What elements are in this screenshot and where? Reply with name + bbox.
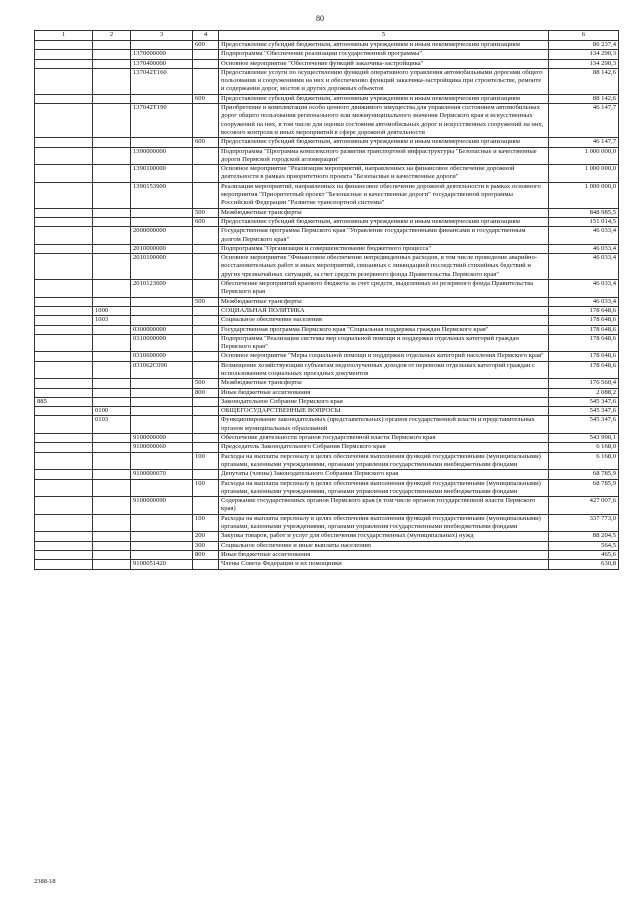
- amount-cell: 46 033,4: [549, 227, 619, 245]
- agency-code-cell: [35, 217, 93, 226]
- table-row: [35, 479, 619, 497]
- table-row: [35, 165, 619, 183]
- item-name-cell: Председатель Законодательного Собрания Пермского края: [219, 443, 549, 452]
- target-article-cell: 9100051420: [131, 560, 193, 569]
- expense-type-cell: [193, 560, 219, 569]
- agency-code-cell: [35, 443, 93, 452]
- section-code-cell: [93, 208, 131, 217]
- section-code-cell: 0100: [93, 407, 131, 416]
- expense-type-cell: [193, 104, 219, 138]
- expense-type-cell: 500: [193, 379, 219, 388]
- agency-code-cell: [35, 280, 93, 298]
- expense-type-cell: 200: [193, 532, 219, 541]
- item-name-cell: Социальное обеспечение населения: [219, 316, 549, 325]
- agency-code-cell: [35, 541, 93, 550]
- item-name-cell: Расходы на выплаты персоналу в целях обеспечения выполнения функций государственными (муниципальными) органами, казенными учреждениями, органами управления государственными внебюджетными фондами: [219, 479, 549, 497]
- expense-type-cell: 600: [193, 41, 219, 50]
- section-code-cell: [93, 59, 131, 68]
- table-row: [35, 316, 619, 325]
- expense-type-cell: [193, 361, 219, 379]
- agency-code-cell: [35, 297, 93, 306]
- section-code-cell: [93, 280, 131, 298]
- item-name-cell: Предоставление субсидий бюджетным, автономным учреждениям и иным некоммерческим организациям: [219, 94, 549, 103]
- target-article-cell: [131, 306, 193, 315]
- target-article-cell: [131, 541, 193, 550]
- agency-code-cell: [35, 470, 93, 479]
- target-article-cell: [131, 94, 193, 103]
- item-name-cell: Содержание государственных органов Пермского края (в том числе органов государственной власти Пермского края): [219, 497, 549, 515]
- column-header-4: 4: [193, 31, 219, 41]
- amount-cell: 1 000 000,0: [549, 165, 619, 183]
- amount-cell: 6 168,0: [549, 452, 619, 470]
- target-article-cell: [131, 297, 193, 306]
- item-name-cell: Функционирование законодательных (представительных) органов государственной власти и представительных органов муниципальных образований: [219, 416, 549, 434]
- expense-type-cell: 500: [193, 208, 219, 217]
- table-row: [35, 560, 619, 569]
- section-code-cell: [93, 244, 131, 253]
- target-article-cell: [131, 379, 193, 388]
- expense-type-cell: [193, 316, 219, 325]
- amount-cell: 545 347,6: [549, 407, 619, 416]
- column-number-row: [35, 31, 619, 41]
- section-code-cell: [93, 182, 131, 208]
- agency-code-cell: [35, 550, 93, 559]
- expense-type-cell: 100: [193, 479, 219, 497]
- section-code-cell: [93, 541, 131, 550]
- expense-type-cell: 800: [193, 388, 219, 397]
- table-body: [35, 41, 619, 570]
- expense-type-cell: [193, 280, 219, 298]
- target-article-cell: 2000000000: [131, 227, 193, 245]
- item-name-cell: Межбюджетные трансферты: [219, 208, 549, 217]
- amount-cell: 88 204,5: [549, 532, 619, 541]
- table-row: [35, 407, 619, 416]
- agency-code-cell: [35, 59, 93, 68]
- section-code-cell: [93, 397, 131, 406]
- table-row: [35, 297, 619, 306]
- expense-type-cell: [193, 50, 219, 59]
- expense-type-cell: [193, 325, 219, 334]
- section-code-cell: [93, 217, 131, 226]
- agency-code-cell: [35, 497, 93, 515]
- agency-code-cell: [35, 41, 93, 50]
- amount-cell: 1 000 000,0: [549, 147, 619, 165]
- section-code-cell: 1003: [93, 316, 131, 325]
- agency-code-cell: [35, 165, 93, 183]
- item-name-cell: Подпрограмма "Обеспечение реализации государственной программы": [219, 50, 549, 59]
- amount-cell: 88 142,6: [549, 94, 619, 103]
- expense-type-cell: 500: [193, 297, 219, 306]
- agency-code-cell: [35, 334, 93, 352]
- amount-cell: 6 168,0: [549, 443, 619, 452]
- agency-code-cell: [35, 388, 93, 397]
- target-article-cell: 1390100000: [131, 165, 193, 183]
- section-code-cell: [93, 560, 131, 569]
- expense-type-cell: 800: [193, 550, 219, 559]
- section-code-cell: [93, 352, 131, 361]
- item-name-cell: Межбюджетные трансферты: [219, 297, 549, 306]
- target-article-cell: 1390153900: [131, 182, 193, 208]
- amount-cell: 46 147,7: [549, 104, 619, 138]
- target-article-cell: [131, 416, 193, 434]
- expense-type-cell: 600: [193, 217, 219, 226]
- item-name-cell: Расходы на выплаты персоналу в целях обеспечения выполнения функций государственными (муниципальными) органами, казенными учреждениями, органами управления государственными внебюджетными фондами: [219, 514, 549, 532]
- target-article-cell: 2010123000: [131, 280, 193, 298]
- table-row: [35, 244, 619, 253]
- table-row: [35, 59, 619, 68]
- item-name-cell: Приобретение и комплектация особо ценного движимого имущества для управления состоянием автомобильных дорог общего пользования регионального или межмуниципального значения Пермского края и искусственных сооружений на них, в том числе для оценки состояния автомобильных дорог и искусственных сооружений на них, весового контроля и иных мероприятий в сфере дорожной деятельности: [219, 104, 549, 138]
- expense-type-cell: [193, 68, 219, 94]
- item-name-cell: Предоставление услуги по осуществлению функций оперативного управления автомобильными дорогами общего пользования и сооружениями на них и обеспечению функций заказчика-застройщика при строительстве, ремонте и содержании дорог, мостов и других дорожных объектов: [219, 68, 549, 94]
- amount-cell: 337 773,0: [549, 514, 619, 532]
- target-article-cell: 9100000090: [131, 497, 193, 515]
- agency-code-cell: [35, 208, 93, 217]
- section-code-cell: [93, 470, 131, 479]
- target-article-cell: 9100000060: [131, 443, 193, 452]
- section-code-cell: [93, 104, 131, 138]
- amount-cell: 46 033,4: [549, 254, 619, 280]
- section-code-cell: [93, 165, 131, 183]
- item-name-cell: Иные бюджетные ассигнования: [219, 550, 549, 559]
- table-row: [35, 541, 619, 550]
- table-row: [35, 68, 619, 94]
- amount-cell: 427 007,6: [549, 497, 619, 515]
- agency-code-cell: [35, 254, 93, 280]
- item-name-cell: Основное мероприятие "Обеспечение функций заказчика-застройщика": [219, 59, 549, 68]
- table-row: [35, 254, 619, 280]
- agency-code-cell: [35, 227, 93, 245]
- agency-code-cell: [35, 479, 93, 497]
- amount-cell: 68 785,9: [549, 479, 619, 497]
- expense-type-cell: [193, 59, 219, 68]
- amount-cell: 178 648,6: [549, 325, 619, 334]
- item-name-cell: Иные бюджетные ассигнования: [219, 388, 549, 397]
- item-name-cell: Обеспечение деятельности органов государственной власти Пермского края: [219, 434, 549, 443]
- section-code-cell: [93, 138, 131, 147]
- target-article-cell: [131, 138, 193, 147]
- column-header-3: 3: [131, 31, 193, 41]
- expense-type-cell: [193, 416, 219, 434]
- target-article-cell: [131, 41, 193, 50]
- table-row: [35, 379, 619, 388]
- table-row: [35, 227, 619, 245]
- budget-table: [34, 30, 619, 570]
- target-article-cell: 1370400000: [131, 59, 193, 68]
- section-code-cell: [93, 388, 131, 397]
- agency-code-cell: [35, 316, 93, 325]
- table-row: [35, 532, 619, 541]
- amount-cell: 151 014,5: [549, 217, 619, 226]
- table-row: [35, 416, 619, 434]
- expense-type-cell: [193, 334, 219, 352]
- amount-cell: 46 033,4: [549, 297, 619, 306]
- target-article-cell: [131, 208, 193, 217]
- target-article-cell: 2010000000: [131, 244, 193, 253]
- agency-code-cell: [35, 514, 93, 532]
- agency-code-cell: [35, 352, 93, 361]
- section-code-cell: [93, 325, 131, 334]
- target-article-cell: [131, 407, 193, 416]
- target-article-cell: 0310000000: [131, 334, 193, 352]
- item-name-cell: Государственная программа Пермского края "Управление государственными финансами и государственным долгом Пермского края": [219, 227, 549, 245]
- target-article-cell: [131, 397, 193, 406]
- target-article-cell: 9100000070: [131, 470, 193, 479]
- target-article-cell: [131, 479, 193, 497]
- expense-type-cell: [193, 165, 219, 183]
- amount-cell: 88 142,6: [549, 68, 619, 94]
- item-name-cell: Подпрограмма "Организация и совершенствование бюджетного процесса": [219, 244, 549, 253]
- item-name-cell: ОБЩЕГОСУДАРСТВЕННЫЕ ВОПРОСЫ: [219, 407, 549, 416]
- amount-cell: 134 290,3: [549, 59, 619, 68]
- agency-code-cell: [35, 379, 93, 388]
- expense-type-cell: [193, 352, 219, 361]
- agency-code-cell: [35, 68, 93, 94]
- amount-cell: 543 990,1: [549, 434, 619, 443]
- agency-code-cell: [35, 244, 93, 253]
- agency-code-cell: 885: [35, 397, 93, 406]
- section-code-cell: [93, 50, 131, 59]
- item-name-cell: Межбюджетные трансферты: [219, 379, 549, 388]
- agency-code-cell: [35, 138, 93, 147]
- section-code-cell: [93, 550, 131, 559]
- amount-cell: 178 648,6: [549, 334, 619, 352]
- table-row: [35, 280, 619, 298]
- target-article-cell: 1390000000: [131, 147, 193, 165]
- amount-cell: 545 347,6: [549, 397, 619, 406]
- amount-cell: 2 088,2: [549, 388, 619, 397]
- agency-code-cell: [35, 306, 93, 315]
- item-name-cell: Закупка товаров, работ и услуг для обеспечения государственных (муниципальных) нужд: [219, 532, 549, 541]
- agency-code-cell: [35, 560, 93, 569]
- amount-cell: 564,5: [549, 541, 619, 550]
- expense-type-cell: [193, 397, 219, 406]
- document-code: 2388-18: [34, 878, 56, 885]
- table-row: [35, 182, 619, 208]
- item-name-cell: Предоставление субсидий бюджетным, автономным учреждениям и иным некоммерческим организациям: [219, 138, 549, 147]
- column-header-6: 6: [549, 31, 619, 41]
- table-row: [35, 497, 619, 515]
- column-header-5: 5: [219, 31, 549, 41]
- expense-type-cell: 100: [193, 452, 219, 470]
- amount-cell: 46 033,4: [549, 244, 619, 253]
- agency-code-cell: [35, 361, 93, 379]
- item-name-cell: Социальное обеспечение и иные выплаты населению: [219, 541, 549, 550]
- section-code-cell: [93, 334, 131, 352]
- item-name-cell: Государственная программа Пермского края "Социальная поддержка граждан Пермского края": [219, 325, 549, 334]
- section-code-cell: [93, 452, 131, 470]
- amount-cell: 178 648,6: [549, 352, 619, 361]
- section-code-cell: [93, 227, 131, 245]
- table-row: [35, 138, 619, 147]
- table-row: [35, 434, 619, 443]
- item-name-cell: Реализация мероприятий, направленных на финансовое обеспечение дорожной деятельности в рамках основного мероприятия "Приоритетный проект "Безопасные и качественные дороги" государственной программы Российской Федерации "Развитие транспортной системы": [219, 182, 549, 208]
- item-name-cell: Депутаты (члены) Законодательного Собрания Пермского края: [219, 470, 549, 479]
- expense-type-cell: [193, 443, 219, 452]
- target-article-cell: [131, 217, 193, 226]
- table-row: [35, 334, 619, 352]
- section-code-cell: [93, 68, 131, 94]
- item-name-cell: Законодательное Собрание Пермского края: [219, 397, 549, 406]
- item-name-cell: Обеспечение мероприятий краевого бюджета за счет средств, выделенных из резервного фонда Правительства Пермского края: [219, 280, 549, 298]
- agency-code-cell: [35, 50, 93, 59]
- section-code-cell: [93, 297, 131, 306]
- target-article-cell: [131, 388, 193, 397]
- section-code-cell: [93, 147, 131, 165]
- section-code-cell: [93, 94, 131, 103]
- agency-code-cell: [35, 104, 93, 138]
- target-article-cell: [131, 532, 193, 541]
- item-name-cell: Предоставление субсидий бюджетным, автономным учреждениям и иным некоммерческим организациям: [219, 217, 549, 226]
- table-row: [35, 217, 619, 226]
- agency-code-cell: [35, 416, 93, 434]
- agency-code-cell: [35, 452, 93, 470]
- target-article-cell: [131, 316, 193, 325]
- expense-type-cell: [193, 497, 219, 515]
- amount-cell: 46 147,7: [549, 138, 619, 147]
- table-row: [35, 352, 619, 361]
- amount-cell: 178 648,6: [549, 361, 619, 379]
- amount-cell: 176 560,4: [549, 379, 619, 388]
- target-article-cell: 0310600000: [131, 352, 193, 361]
- item-name-cell: Члены Совета Федерации и их помощники: [219, 560, 549, 569]
- expense-type-cell: [193, 254, 219, 280]
- agency-code-cell: [35, 434, 93, 443]
- expense-type-cell: 100: [193, 514, 219, 532]
- item-name-cell: Основное мероприятие "Финансовое обеспечение непредвиденных расходов, в том числе проведение аварийно-восстановительных работ и иных мероприятий, связанных с ликвидацией последствий стихийных бедствий и других чрезвычайных ситуаций, за счет средств резервного фонда Правительства Пермского края": [219, 254, 549, 280]
- table-header: [35, 31, 619, 41]
- expense-type-cell: [193, 434, 219, 443]
- expense-type-cell: [193, 147, 219, 165]
- expense-type-cell: 600: [193, 138, 219, 147]
- amount-cell: 178 648,6: [549, 306, 619, 315]
- table-row: [35, 361, 619, 379]
- amount-cell: 1 000 000,0: [549, 182, 619, 208]
- section-code-cell: [93, 497, 131, 515]
- item-name-cell: Основное мероприятие "Реализация мероприятий, направленных на финансовое обеспечение дорожной деятельности в рамках приоритетного проекта "Безопасные и качественные дороги": [219, 165, 549, 183]
- expense-type-cell: [193, 244, 219, 253]
- table-row: [35, 41, 619, 50]
- expense-type-cell: 300: [193, 541, 219, 550]
- target-article-cell: 031062С090: [131, 361, 193, 379]
- item-name-cell: Возмещение хозяйствующим субъектам недополученных доходов от перевозки отдельных категорий граждан с использованием социальных проездных документов: [219, 361, 549, 379]
- target-article-cell: 1370000000: [131, 50, 193, 59]
- amount-cell: 86 237,4: [549, 41, 619, 50]
- section-code-cell: [93, 443, 131, 452]
- column-header-1: 1: [35, 31, 93, 41]
- table-row: [35, 514, 619, 532]
- section-code-cell: [93, 361, 131, 379]
- table-row: [35, 452, 619, 470]
- table-row: [35, 397, 619, 406]
- table-row: [35, 147, 619, 165]
- table-row: [35, 208, 619, 217]
- amount-cell: 68 785,9: [549, 470, 619, 479]
- target-article-cell: 9100000000: [131, 434, 193, 443]
- table-row: [35, 388, 619, 397]
- expense-type-cell: [193, 227, 219, 245]
- expense-type-cell: [193, 407, 219, 416]
- table-row: [35, 470, 619, 479]
- item-name-cell: Подпрограмма "Реализация системы мер социальной помощи и поддержки отдельных категорий граждан Пермского края": [219, 334, 549, 352]
- target-article-cell: 2010100000: [131, 254, 193, 280]
- column-header-2: 2: [93, 31, 131, 41]
- expense-type-cell: [193, 470, 219, 479]
- target-article-cell: 0300000000: [131, 325, 193, 334]
- item-name-cell: Основное мероприятие "Меры социальной помощи и поддержки отдельных категорий населения Пермского края": [219, 352, 549, 361]
- item-name-cell: Предоставление субсидий бюджетным, автономным учреждениям и иным некоммерческим организациям: [219, 41, 549, 50]
- table-row: [35, 306, 619, 315]
- table-row: [35, 443, 619, 452]
- section-code-cell: [93, 479, 131, 497]
- agency-code-cell: [35, 325, 93, 334]
- amount-cell: 630,8: [549, 560, 619, 569]
- page-number: 80: [316, 14, 324, 23]
- table-row: [35, 325, 619, 334]
- amount-cell: 46 033,4: [549, 280, 619, 298]
- amount-cell: 178 648,6: [549, 316, 619, 325]
- section-code-cell: [93, 434, 131, 443]
- item-name-cell: СОЦИАЛЬНАЯ ПОЛИТИКА: [219, 306, 549, 315]
- agency-code-cell: [35, 182, 93, 208]
- agency-code-cell: [35, 147, 93, 165]
- expense-type-cell: 600: [193, 94, 219, 103]
- expense-type-cell: [193, 182, 219, 208]
- table-row: [35, 50, 619, 59]
- section-code-cell: [93, 532, 131, 541]
- item-name-cell: Подпрограмма "Программа комплексного развития транспортной инфраструктуры "Безопасные и качественные дороги Пермской городской агломерации": [219, 147, 549, 165]
- section-code-cell: [93, 41, 131, 50]
- target-article-cell: [131, 452, 193, 470]
- section-code-cell: [93, 514, 131, 532]
- table-row: [35, 550, 619, 559]
- table-row: [35, 104, 619, 138]
- expense-type-cell: [193, 306, 219, 315]
- section-code-cell: [93, 379, 131, 388]
- section-code-cell: [93, 254, 131, 280]
- target-article-cell: [131, 550, 193, 559]
- section-code-cell: 1000: [93, 306, 131, 315]
- agency-code-cell: [35, 94, 93, 103]
- target-article-cell: 137042Т190: [131, 104, 193, 138]
- target-article-cell: [131, 514, 193, 532]
- section-code-cell: 0103: [93, 416, 131, 434]
- amount-cell: 134 290,3: [549, 50, 619, 59]
- agency-code-cell: [35, 532, 93, 541]
- amount-cell: 465,6: [549, 550, 619, 559]
- amount-cell: 848 985,5: [549, 208, 619, 217]
- agency-code-cell: [35, 407, 93, 416]
- amount-cell: 545 347,6: [549, 416, 619, 434]
- target-article-cell: 137042Т160: [131, 68, 193, 94]
- item-name-cell: Расходы на выплаты персоналу в целях обеспечения выполнения функций государственными (муниципальными) органами, казенными учреждениями, органами управления государственными внебюджетными фондами: [219, 452, 549, 470]
- table-row: [35, 94, 619, 103]
